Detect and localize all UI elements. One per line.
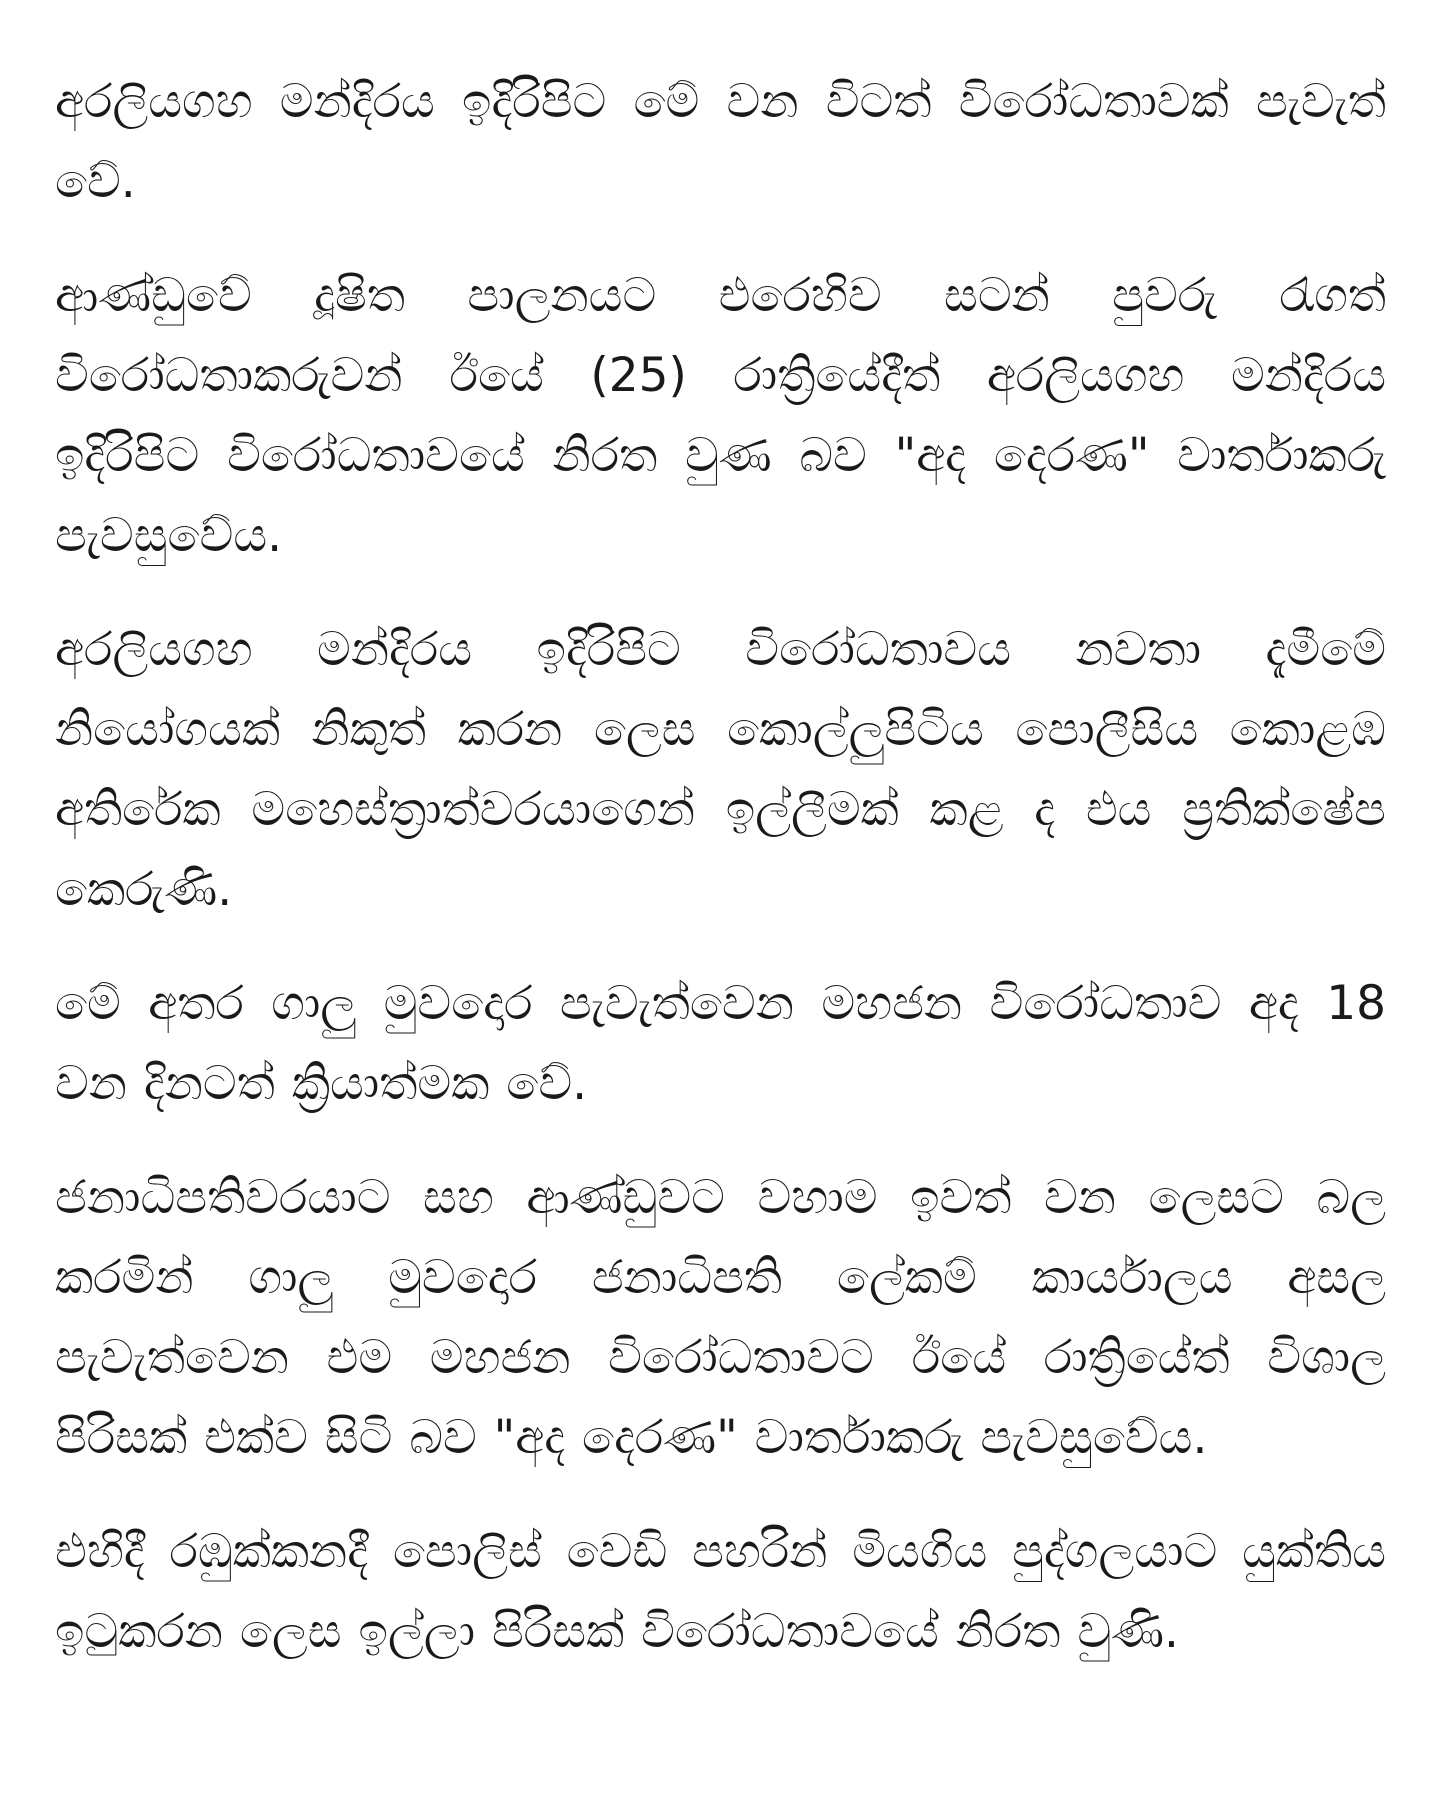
article-paragraph: මේ අතර ගාලු මුවදොර පැවැත්වෙන මහජන විරෝධතාව අද 18 වන දිනටත් ක්‍රියාත්මක වේ.: [55, 976, 1386, 1111]
article-paragraph: එහිදී රඹුක්කනදී පොලිස් වෙඩි පහරින් මියගිය පුද්ගලයාට යුක්තිය ඉටුකරන ලෙස ඉල්ලා පිරිසක් විරෝධතාවයේ නිරත වුණි.: [55, 1524, 1386, 1659]
article-paragraph: අරලියගහ මන්දිරය ඉදිරිපිට මේ වන විටත් විරෝධතාවක් පැවැත් වේ.: [55, 74, 1386, 209]
article-paragraph: අරලියගහ මන්දිරය ඉදිරිපිට විරෝධතාවය නවතා දැමීමේ නියෝගයක් නිකුත් කරන ලෙස කොල්ලුපිටිය පොලීසිය කොළඹ අතිරේක මහෙස්ත්‍රාත්වරයාගෙන් ඉල්ලීමක් කළ ද එය ප්‍රතික්ෂේප කෙරුණි.: [55, 622, 1386, 917]
article-body: [55, 62, 1386, 1672]
article-paragraph: ජනාධිපතිවරයාට සහ ආණ්ඩුවට වහාම ඉවත් වන ලෙසට බල කරමින් ගාලු මුවදොර ජනාධිපති ලේකම් කාර්යාලය අසල පැවැත්වෙන එම මහජන විරෝධතාවට ඊයේ රාත්‍රියේත් විශාල පිරිසක් එක්ව සිටි බව "අද දෙරණ" වාර්තාකරු පැවසුවේය.: [55, 1170, 1386, 1465]
article-paragraph: ආණ්ඩුවේ දූෂිත පාලනයට එරෙහිව සටන් පුවරු රැගත් විරෝධතාකරුවන් ඊයේ (25) රාත්‍රියේදීත් අරලියගහ මන්දිරය ඉදිරිපිට විරෝධතාවයේ නිරත වුණ බව "අද දෙරණ" වාර්තාකරු පැවසුවේය.: [55, 268, 1386, 563]
